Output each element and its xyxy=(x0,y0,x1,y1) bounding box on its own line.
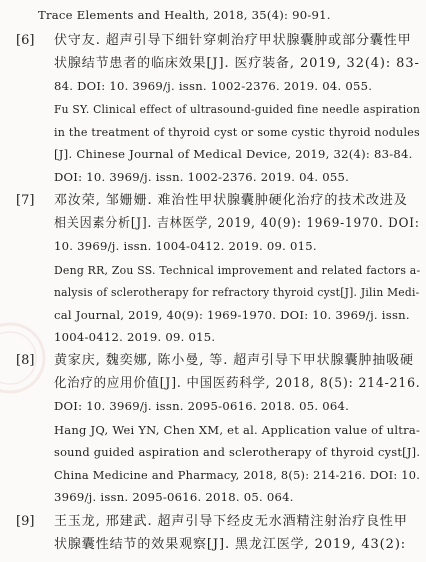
reference-6-line-5: in the treatment of thyroid cyst or some cystic thyroid nodules xyxy=(54,125,420,139)
reference-7-line-1: 邓汝荣, 邹姗姗. 难治性甲状腺囊肿硬化治疗的技术改进及 xyxy=(54,193,408,208)
reference-8-line-6: China Medicine and Pharmacy, 2018, 8(5): 214-216. DOI: 10. xyxy=(54,468,421,482)
reference-7-line-6: cal Journal, 2019, 40(9): 1969-1970. DOI: 10. 3969/j. issn. xyxy=(54,308,410,322)
reference-7-number: [7] xyxy=(16,193,35,208)
reference-7-line-3: 10. 3969/j. issn. 1004-0412. 2019. 09. 015. xyxy=(54,239,317,253)
reference-8-line-4: Hang JQ, Wei YN, Chen XM, et al. Application value of ultra- xyxy=(54,423,421,437)
reference-6-line-3: 84. DOI: 10. 3969/j. issn. 1002-2376. 2019. 04. 055. xyxy=(54,79,373,93)
reference-6-line-7: DOI: 10. 3969/j. issn. 1002-2376. 2019. 04. 055. xyxy=(54,170,350,184)
reference-9-line-1: 王玉龙, 邢建武. 超声引导下经皮无水酒精注射治疗良性甲 xyxy=(54,514,408,529)
reference-9-number: [9] xyxy=(16,514,35,529)
reference-6-line-6: [J]. Chinese Journal of Medical Device, 2019, 32(4): 83-84. xyxy=(54,147,413,161)
reference-5-line-1: Trace Elements and Health, 2018, 35(4): 90-91. xyxy=(38,8,331,22)
reference-8-line-7: 3969/j. issn. 2095-0616. 2018. 05. 064. xyxy=(54,490,294,504)
reference-9-line-2: 状腺囊性结节的效果观察[J]. 黑龙江医学, 2019, 43(2): xyxy=(54,537,407,552)
reference-8-line-3: DOI: 10. 3969/j. issn. 2095-0616. 2018. 05. 064. xyxy=(54,399,350,413)
reference-6-line-1: 伏守友. 超声引导下细针穿刺治疗甲状腺囊肿或部分囊性甲 xyxy=(54,33,412,48)
reference-6-number: [6] xyxy=(16,33,35,48)
reference-7-line-4: Deng RR, Zou SS. Technical improvement and related factors a- xyxy=(54,263,421,277)
reference-6-line-4: Fu SY. Clinical effect of ultrasound-guided fine needle aspiration xyxy=(54,102,421,116)
reference-7-line-2: 相关因素分析[J]. 吉林医学, 2019, 40(9): 1969-1970. DOI: xyxy=(54,216,420,231)
reference-7-line-5: nalysis of sclerotherapy for refractory thyroid cyst[J]. Jilin Medi- xyxy=(54,285,420,299)
reference-8-line-2: 化治疗的应用价值[J]. 中国医药科学, 2018, 8(5): 214-216. xyxy=(54,376,421,391)
reference-6-line-2: 状腺结节患者的临床效果[J]. 医疗装备, 2019, 32(4): 83- xyxy=(54,56,420,71)
reference-8-line-5: sound guided aspiration and sclerotherapy of thyroid cyst[J]. xyxy=(54,445,421,459)
reference-8-number: [8] xyxy=(16,353,35,368)
reference-7-line-7: 1004-0412. 2019. 09. 015. xyxy=(54,330,216,344)
reference-8-line-1: 黄家庆, 魏奕娜, 陈小曼, 等. 超声引导下甲状腺囊肿抽吸硬 xyxy=(54,353,414,368)
